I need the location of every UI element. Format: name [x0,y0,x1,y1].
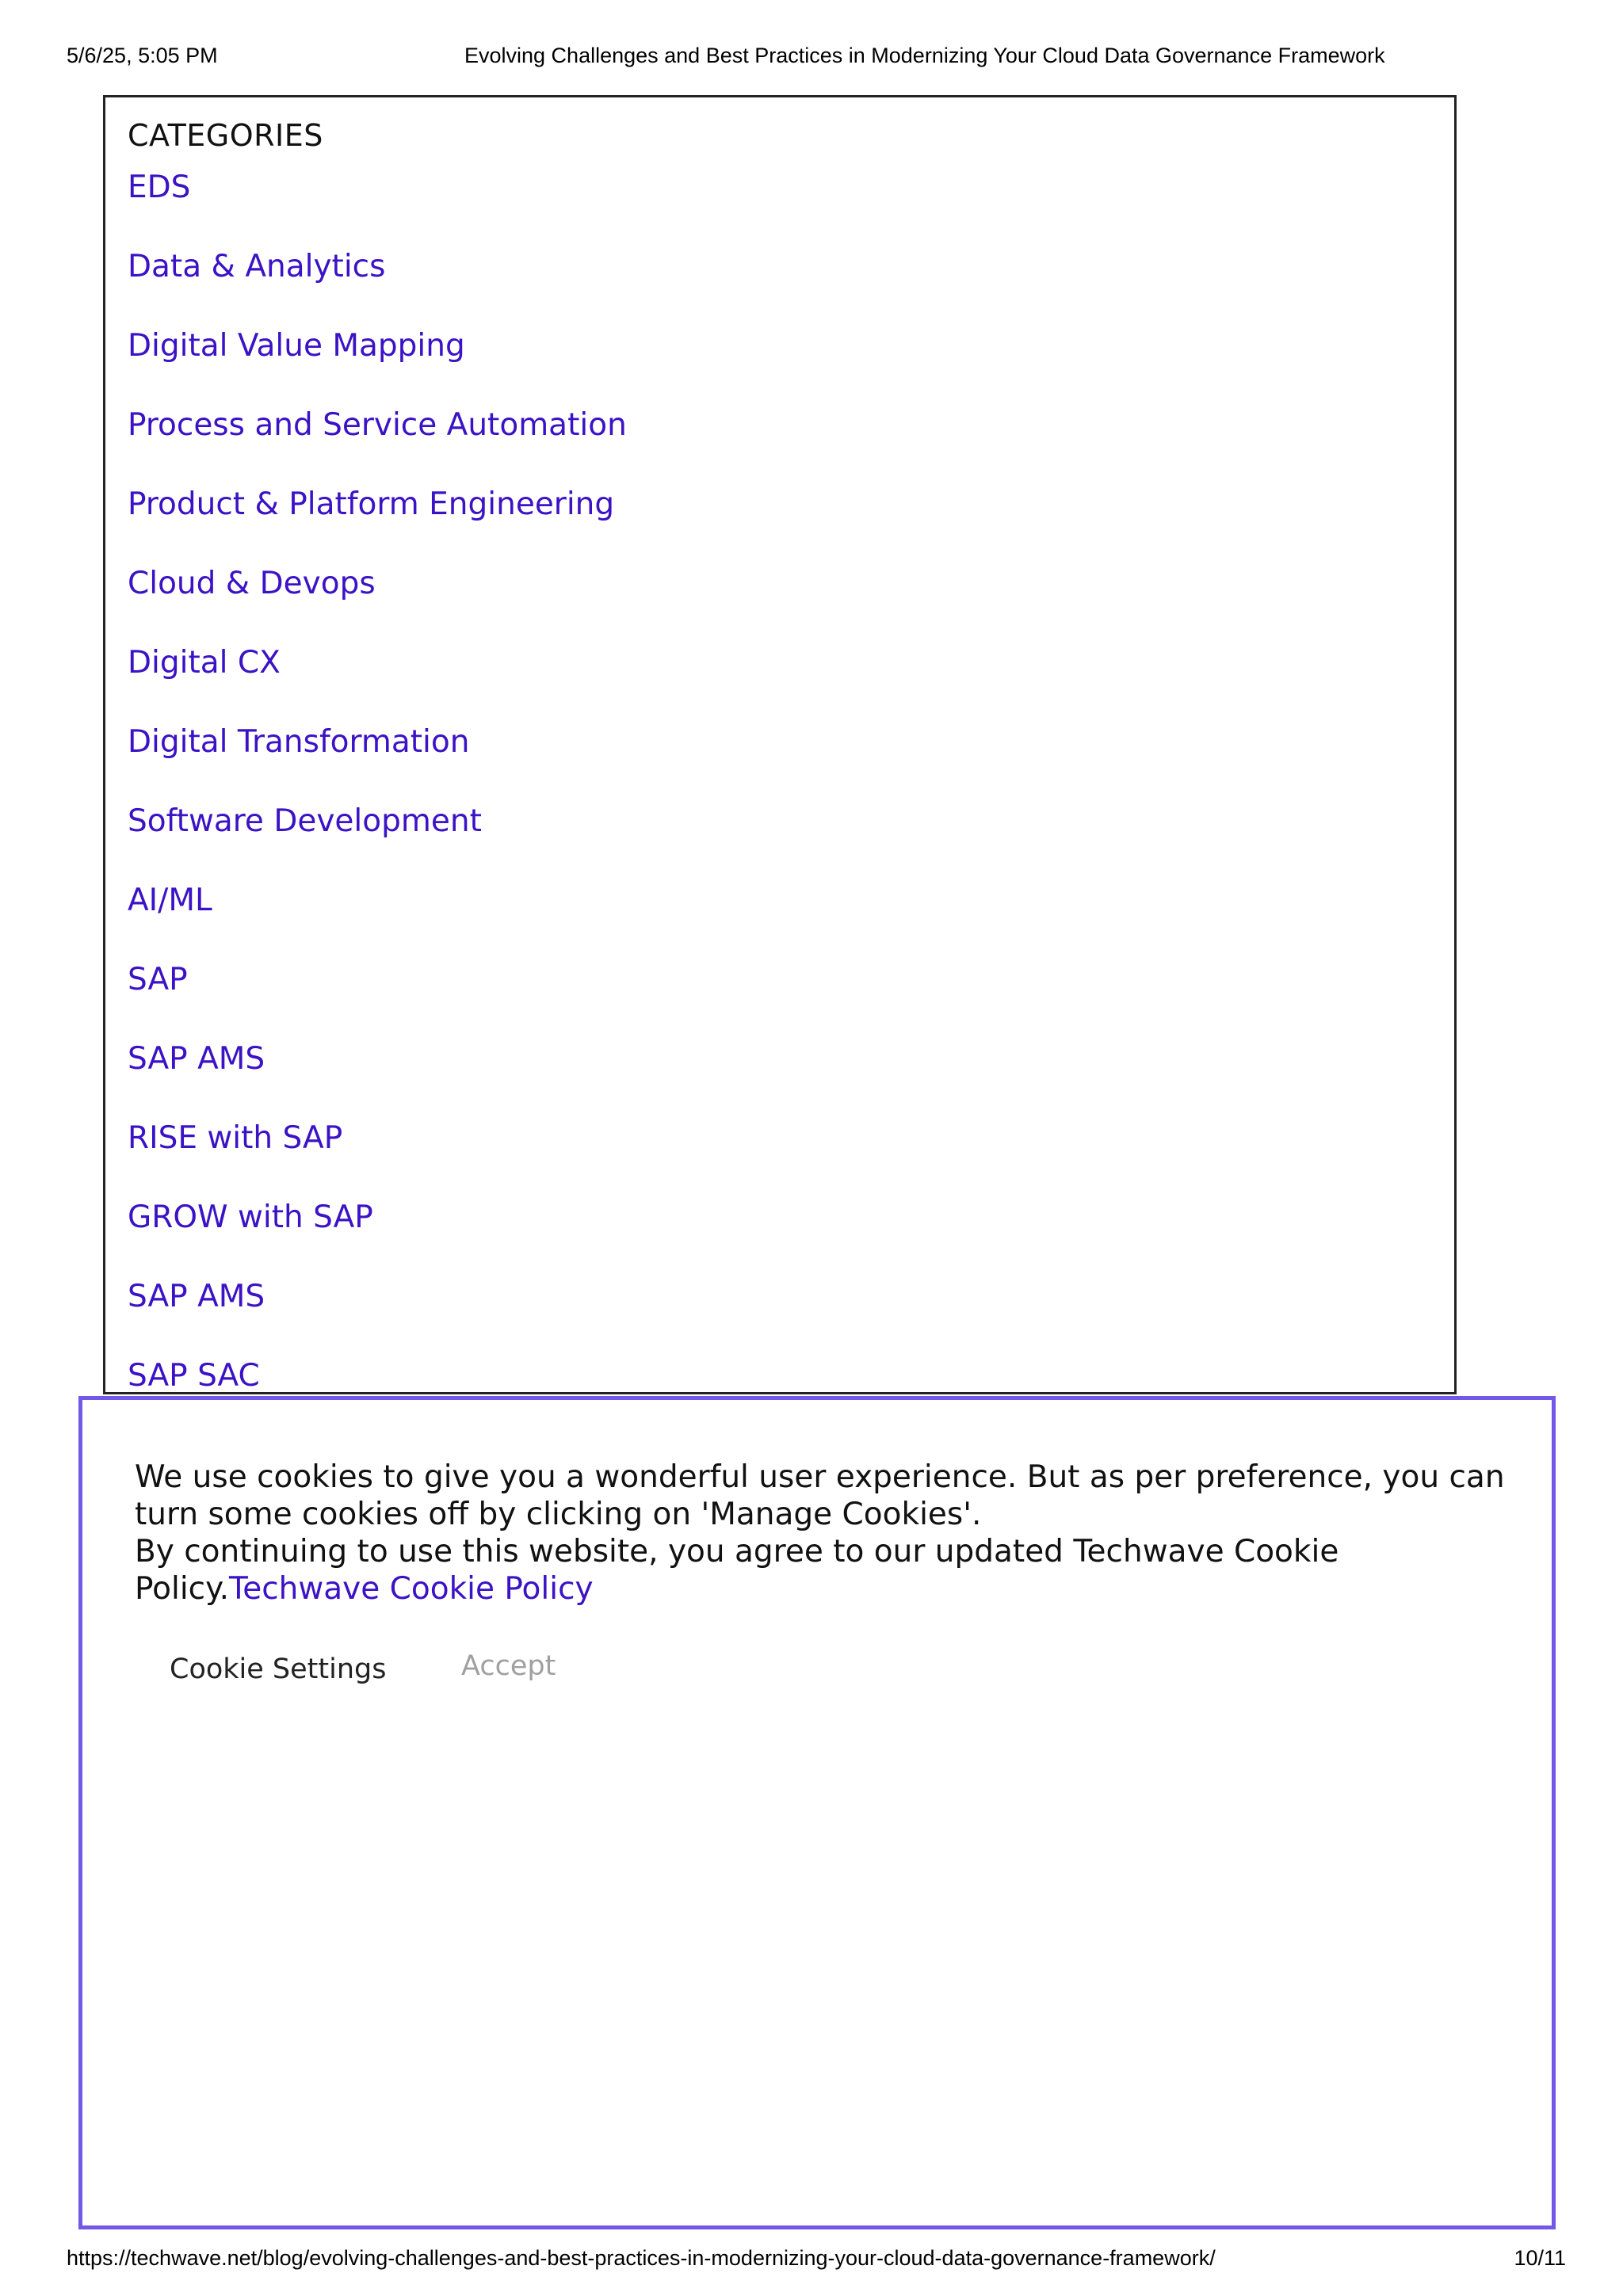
categories-widget [103,95,1457,1394]
print-footer [67,2242,1566,2274]
print-page-title: Evolving Challenges and Best Practices in Modernizing Your Cloud Data Governance Framework [464,44,1385,67]
category-link-data-analytics[interactable]: Data & Analytics [128,249,386,284]
cookie-policy-link[interactable]: Techwave Cookie Policy [229,1571,594,1607]
category-link-eds[interactable]: EDS [128,170,191,205]
category-link-ai-ml[interactable]: AI/ML [128,883,212,918]
category-link-rise-with-sap[interactable]: RISE with SAP [128,1120,343,1156]
category-link-sap-sac[interactable]: SAP SAC [128,1358,260,1394]
print-url: https://techwave.net/blog/evolving-challenges-and-best-practices-in-modernizing-your-cloud-data-governance-framework/ [67,2246,1216,2270]
print-header [67,40,1556,71]
category-link-grow-with-sap[interactable]: GROW with SAP [128,1199,373,1235]
cookie-settings-button[interactable]: Cookie Settings [135,1646,421,1693]
cookie-agreement-text: By continuing to use this website, you agree to our updated Techwave Cookie Policy. [135,1534,1339,1607]
category-link-sap-ams[interactable]: SAP AMS [128,1041,265,1077]
category-link-cloud-devops[interactable]: Cloud & Devops [128,566,376,601]
cookie-message-line-1: We use cookies to give you a wonderful user experience. But as per preference, you can turn some cookies off by clicking on 'Manage Cookies'. [135,1459,1505,1532]
category-list [128,164,627,1432]
category-link-sap-ams-2[interactable]: SAP AMS [128,1279,265,1314]
category-link-digital-transformation[interactable]: Digital Transformation [128,724,470,760]
category-link-sap[interactable]: SAP [128,962,188,997]
category-link-digital-cx[interactable]: Digital CX [128,645,281,681]
category-link-software-development[interactable]: Software Development [128,803,482,839]
cookie-message-line-2 [135,1533,1529,1608]
category-link-product-platform-engineering[interactable]: Product & Platform Engineering [128,486,615,522]
cookie-consent-banner [78,1396,1556,2229]
cookie-message [135,1459,1529,1608]
print-page-number: 10/11 [1514,2246,1566,2270]
accept-cookies-button[interactable]: Accept [444,1642,573,1690]
category-link-digital-value-mapping[interactable]: Digital Value Mapping [128,328,465,364]
print-date: 5/6/25, 5:05 PM [67,44,218,67]
category-link-process-service-automation[interactable]: Process and Service Automation [128,407,627,443]
categories-heading: CATEGORIES [128,118,323,153]
